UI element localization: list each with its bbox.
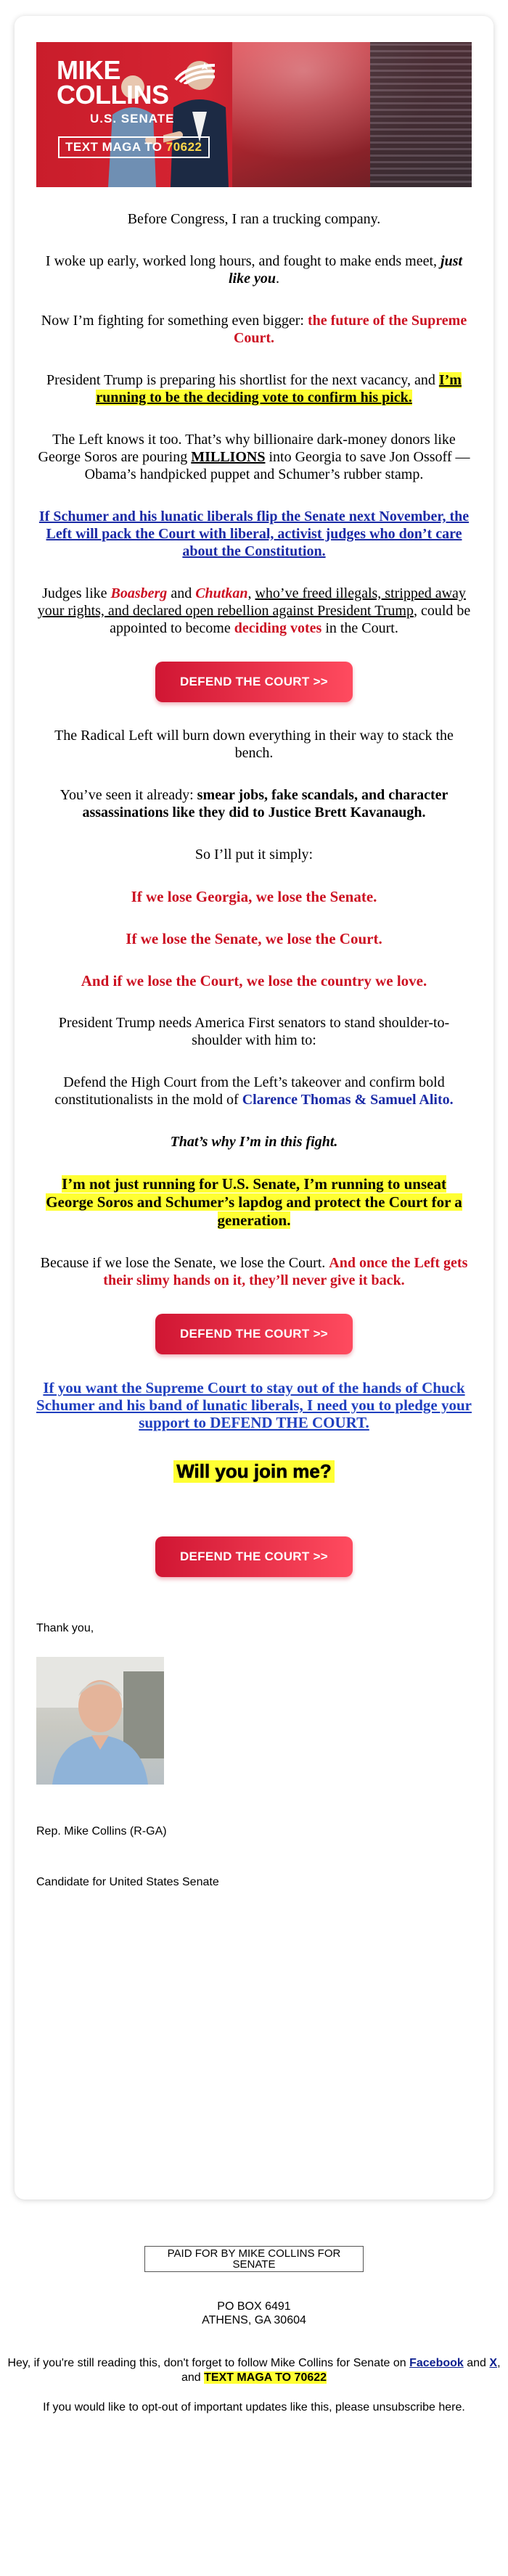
highlight-deciding-vote: I’m running to be the deciding vote to confirm his pick. [96,372,462,406]
headshot-image [36,1657,164,1785]
unsubscribe-link[interactable]: If you would like to opt-out of important updates like this, please unsubscribe here. [43,2401,465,2414]
join-wrapper [36,1431,472,1483]
paragraph-not-just-running [36,1175,472,1230]
paragraph-left-knows [36,431,472,483]
candidate-name: Rep. Mike Collins (R-GA) [36,1825,167,1838]
highlight-unseat-soros: I’m not just running for U.S. Senate, I’m running to unseat George Soros and Schumer’s lapdog and protect the Court for a generation. [46,1175,462,1229]
campaign-logo [57,55,231,158]
text-segment: and [463,2357,490,2369]
paragraph-america-first: President Trump needs America First senators to stand shoulder-to-shoulder with him to: [58,1015,450,1048]
paragraph-defend-high-court [36,1074,472,1108]
text-maga-number: 70622 [165,140,202,154]
address-line-2: ATHENS, GA 30604 [202,2314,306,2326]
emphasis-supreme-court: the future of the Supreme Court. [233,313,467,346]
paragraph-seen-it [36,786,472,821]
paragraph-trucking: Before Congress, I ran a trucking company. [127,211,381,227]
text-segment: in the Court. [321,620,398,636]
defend-the-court-button-3[interactable]: DEFEND THE COURT >> [155,1536,353,1577]
truck-grill-image [370,42,472,187]
emphasis-just-like-you: just like you [229,253,463,287]
logo-name-line2: COLLINS [57,80,169,110]
email-footer [0,2214,508,2414]
campaign-banner[interactable] [36,42,472,187]
underlined-freed-illegals: who’ve freed illegals, stripped away your rights, and declared open rebellion against President Trump [37,585,466,619]
email-body [36,210,472,1577]
x-link[interactable]: X [489,2357,498,2369]
candidate-headshot [36,1657,164,1785]
text-segment: . [276,271,279,287]
signature-block [36,1622,472,1889]
logo-name-line1: MIKE [57,55,120,85]
address-line-1: PO BOX 6491 [217,2300,291,2313]
paragraph-shortlist [36,371,472,406]
link-pledge-support[interactable]: If you want the Supreme Court to stay out of the hands of Chuck Schumer and his band of lunatic liberals, I need you to pledge your support to DEFEND THE COURT. [36,1379,472,1431]
text-segment: Judges like [42,585,111,601]
paragraph-fighting [36,312,472,347]
flag-swoosh-icon [173,62,218,84]
candidate-title: Candidate for United States Senate [36,1876,219,1888]
defend-the-court-button[interactable]: DEFEND THE COURT >> [155,662,353,702]
will-you-join-me: Will you join me? [173,1460,335,1483]
text-segment: I woke up early, worked long hours, and fought to make ends meet, [45,253,441,269]
emphasis-thomas-alito: Clarence Thomas & Samuel Alito. [242,1092,454,1108]
emphasis-boasberg: Boasberg [110,585,168,601]
heading-lose-senate: If we lose the Senate, we lose the Court. [126,930,382,947]
emphasis-in-this-fight: That’s why I’m in this fight. [170,1134,338,1150]
text-segment: You’ve seen it already: [60,787,197,803]
heading-lose-court: And if we lose the Court, we lose the country we love. [81,972,427,989]
text-segment: President Trump is preparing his shortlist for the next vacancy, and [46,372,439,388]
emphasis-smear-jobs: smear jobs, fake scandals, and character assassinations like they did to Justice Brett Kavanaugh. [82,787,448,820]
emphasis-millions: MILLIONS [191,449,266,465]
emphasis-chutkan: Chutkan [195,585,248,601]
text-maga-badge [58,136,210,158]
heading-lose-georgia: If we lose Georgia, we lose the Senate. [131,888,377,905]
text-segment: Hey, if you're still reading this, don't forget to follow Mike Collins for Senate on [7,2357,410,2369]
link-schumer-flip[interactable]: If Schumer and his lunatic liberals flip the Senate next November, the Left will pack the Court with liberal, activist judges who don’t care about the Constitution. [38,509,470,559]
mailing-address [0,2300,508,2327]
paragraph-judges [36,585,472,637]
email-card [15,16,493,2200]
text-segment: into Georgia to save Jon Ossoff — Obama’s handpicked puppet and Schumer’s rubber stamp. [84,449,470,482]
paragraph-never-give-back [36,1254,472,1289]
follow-prompt [0,2356,508,2385]
text-segment: The Left knows it too. That’s why billionaire dark-money donors like George Soros are pouring [38,432,456,465]
text-segment: , [247,585,255,601]
emphasis-deciding-votes: deciding votes [234,620,322,636]
text-segment: Defend the High Court from the Left’s takeover and confirm bold constitutionalists in the mold of [54,1074,445,1108]
paragraph-in-this-fight [36,1133,472,1151]
text-maga-prefix: TEXT MAGA TO [65,140,166,154]
emphasis-slimy-hands: And once the Left gets their slimy hands on it, they’ll never give it back. [103,1255,468,1288]
sign-off: Thank you, [36,1622,94,1634]
defend-the-court-button-2[interactable]: DEFEND THE COURT >> [155,1314,353,1354]
text-segment: and [167,585,196,601]
text-segment: , could be appointed to become [110,603,471,636]
text-maga-highlight: TEXT MAGA TO 70622 [204,2371,327,2384]
facebook-link[interactable]: Facebook [409,2357,464,2369]
text-segment: Because if we lose the Senate, we lose the Court. [40,1255,329,1271]
text-segment: Now I’m fighting for something even bigger: [41,313,308,329]
text-segment: , and [181,2357,501,2384]
paragraph-radical-left: The Radical Left will burn down everything in their way to stack the bench. [54,728,454,761]
logo-office: U.S. SENATE [90,112,175,125]
paid-for-disclaimer: PAID FOR BY MIKE COLLINS FOR SENATE [144,2246,364,2272]
paragraph-work [36,252,472,287]
paragraph-simply: So I’ll put it simply: [194,847,314,863]
